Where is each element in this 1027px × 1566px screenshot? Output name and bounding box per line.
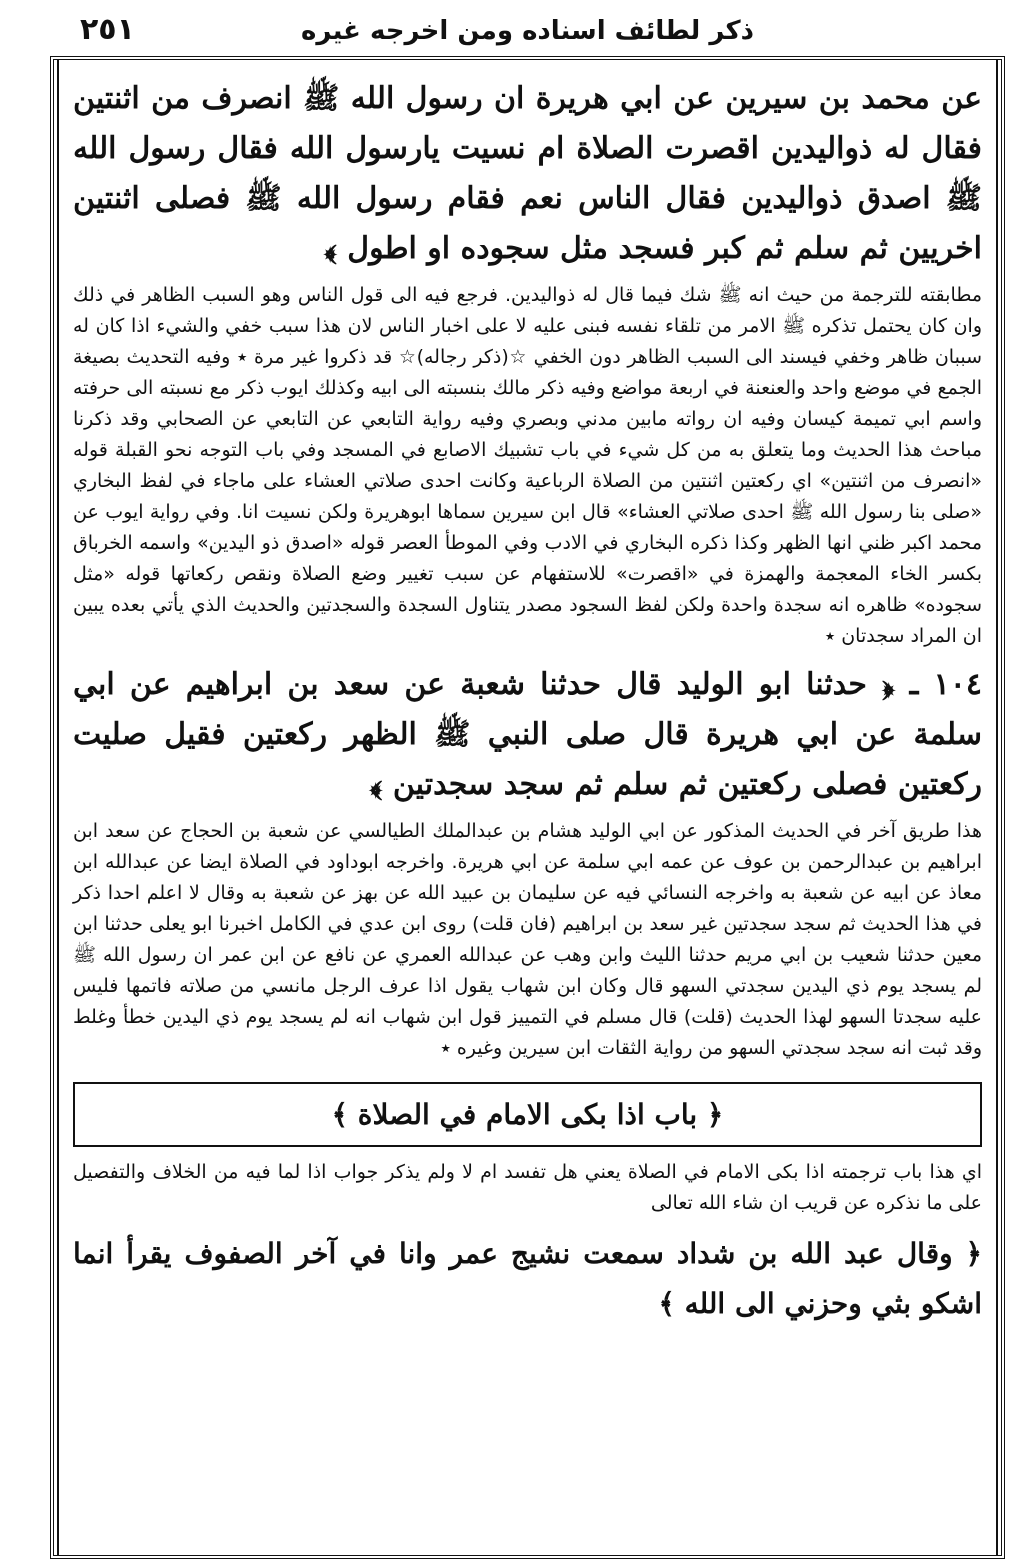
commentary-3 [73,1157,982,1219]
commentary-1-text: مطابقته للترجمة من حيث انه ﷺ شك فيما قال له ذواليدين. فرجع فيه الى قول الناس وهو السبب الظاهر في ذلك وان كان يحتمل تذكره ﷺ الامر من تلقاء نفسه فبنى عليه لا على اخبار الناس لان هذا سبب خفي والشيء اذا كان له سببان ظاهر وخفي فيسند الى السبب الظاهر دون الخفي ☆(ذكر رجاله)☆ قد ذكروا غير مرة ٭ وفيه التحديث بصيغة الجمع في موضع واحد والعنعنة في اربعة مواضع وفيه ذكر مالك بنسبته الى ابيه وكذلك ايوب ذكر مع نسبته الى حرفته واسم ابي تميمة كيسان وفيه ان رواته مابين مدني وبصري وفيه رواية التابعي عن التابعي عن الصحابي وقد ذكرنا مباحث هذا الحديث وما يتعلق به من كل شيء في باب تشبيك الاصابع في المسجد وفي باب التوجه نحو القبلة قوله «انصرف من اثنتين» اي ركعتين اثنتين من الصلاة الرباعية وكانت احدى صلاتي العشاء على ماجاء في لفظ البخاري «صلى بنا رسول الله ﷺ احدى صلاتي العشاء» قال ابن سيرين سماها ابوهريرة ولكن نسيت انا. وفي رواية ايوب عن محمد اكبر ظني انها الظهر وكذا ذكره البخاري في الادب وفي الموطأ العصر قوله «اصدق ذو اليدين» واسمه الخرباق بكسر الخاء المعجمة والهمزة في «اقصرت» للاستفهام عن سبب تغيير وضع الصلاة ونقص ركعاتها قوله «مثل سجوده» ظاهره انه سجدة واحدة ولكن لفظ السجود مصدر يتناول السجدة والسجدتين والحديث الذي يأتي بعده يبين ان المراد سجدتان ٭ [73,284,982,647]
hadith-number: ١٠٤ ـ [909,667,982,702]
narration-text: ﴿ وقال عبد الله بن شداد سمعت نشيج عمر وانا في آخر الصفوف يقرأ انما اشكو بثي وحزني الى الله ﴾ [73,1237,983,1320]
page-header [50,10,1005,52]
hadith-text-1: عن محمد بن سيرين عن ابي هريرة ان رسول الله ﷺ انصرف من اثنتين فقال له ذواليدين اقصرت الصلاة ام نسيت يارسول الله فقال رسول الله ﷺ اصدق ذواليدين فقال الناس نعم فقام رسول الله ﷺ فصلى اثنتين اخريين ثم سلم ثم كبر فسجد مثل سجوده او اطول ﴾ [73,81,982,266]
chapter-heading [73,1082,982,1147]
page-content [73,74,982,1545]
text-frame [50,56,1005,1559]
chapter-title: ﴿ باب اذا بكى الامام في الصلاة ﴾ [331,1098,724,1131]
hadith-text-2 [73,660,982,810]
page-number: ٢٥١ [80,12,135,47]
hadith-text-2-body: ﴿ حدثنا ابو الوليد قال حدثنا شعبة عن سعد بن ابراهيم عن ابي سلمة عن ابي هريرة قال صلى النبي ﷺ الظهر ركعتين فقيل صليت ركعتين فصلى ركعتين ثم سلم ثم سجد سجدتين ﴾ [73,667,982,802]
commentary-3-text: اي هذا باب ترجمته اذا بكى الامام في الصلاة يعني هل تفسد ام لا ولم يذكر جواب اذا لما فيه من الخلاف والتفصيل على ما نذكره عن قريب ان شاء الله تعالى [73,1161,982,1214]
commentary-1 [73,280,982,652]
book-page [50,10,1005,1545]
running-title: ذكر لطائف اسناده ومن اخرجه غيره [301,16,754,46]
commentary-2-text: هذا طريق آخر في الحديث المذكور عن ابي الوليد هشام بن عبدالملك الطيالسي عن شعبة بن الحجاج عن سعد ابن ابراهيم بن عبدالرحمن بن عوف عن عمه ابي سلمة عن ابي هريرة. واخرجه ابوداود في الصلاة ايضا عن عبدالله ابن معاذ عن ابيه عن شعبة به واخرجه النسائي فيه عن سليمان بن عبيد الله عن بهز عن شعبة به وقال لا اعلم احدا ذكر في هذا الحديث ثم سجد سجدتين غير سعد بن ابراهيم (فان قلت) روى ابن عدي في الكامل اخبرنا ابو يعلى حدثنا ابن معين حدثنا شعيب بن ابي مريم حدثنا الليث وابن وهب عن عبدالله العمري عن نافع عن ابن عمر ان رسول الله ﷺ لم يسجد يوم ذي اليدين سجدتي السهو قال وكان ابن شهاب يقول اذا عرف الرجل مانسي من صلاته فاتمها فليس عليه سجدتا السهو لهذا الحديث (قلت) قال مسلم في التمييز قول ابن شهاب انه لم يسجد يوم ذي اليدين خطأ وغلط وقد ثبت انه سجد سجدتي السهو من رواية الثقات ابن سيرين وغيره ٭ [73,820,982,1059]
commentary-2 [73,816,982,1064]
text-frame-inner [57,60,998,1555]
